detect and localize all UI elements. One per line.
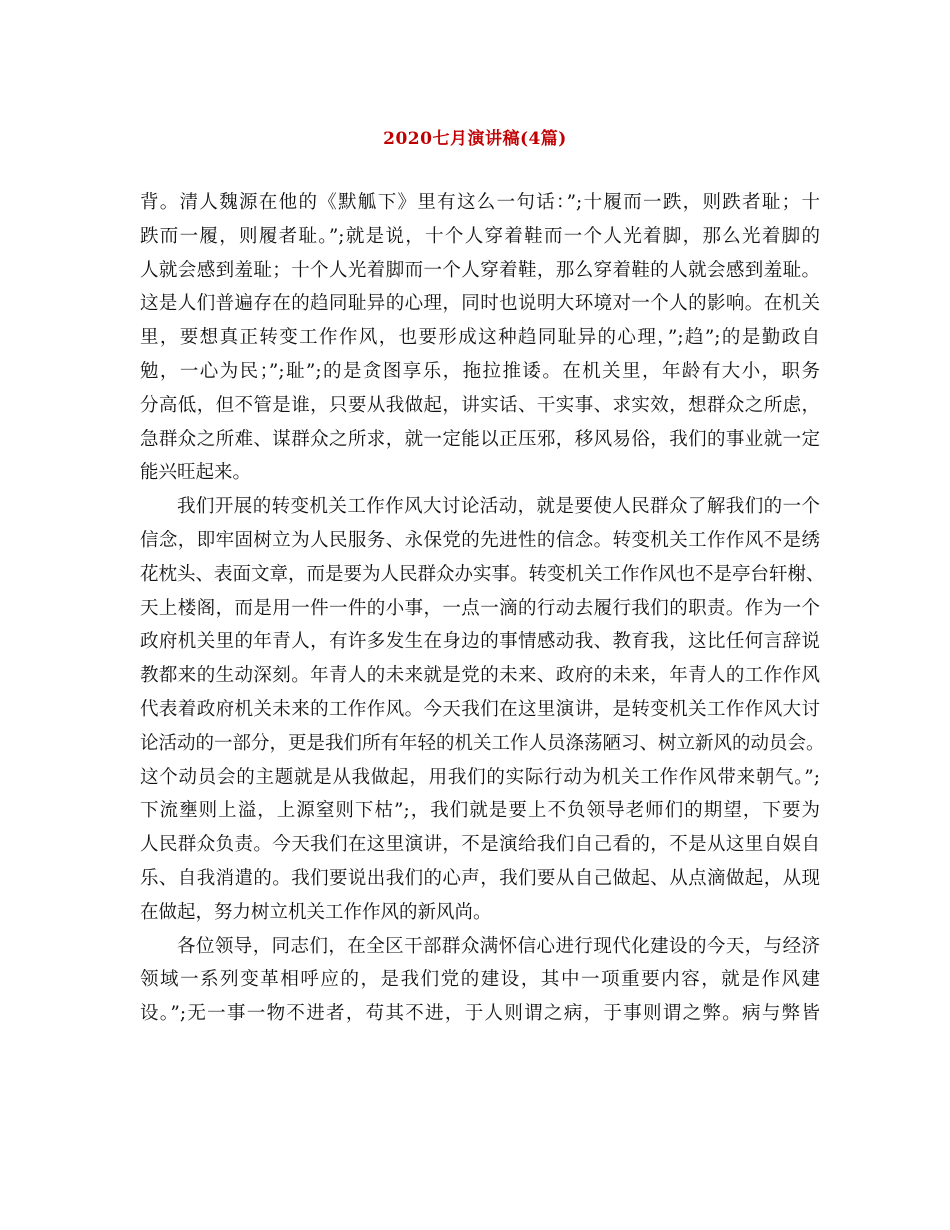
body-line: 花枕头、表面文章，而是要为人民群众办实事。转变机关工作作风也不是亭台轩榭、	[140, 563, 825, 585]
body-line: 天上楼阁，而是用一件一件的小事，一点一滴的行动去履行我们的职责。作为一个	[140, 597, 820, 619]
body-line: 急群众之所难、谋群众之所求，就一定能以正压邪，移风易俗，我们的事业就一定	[140, 428, 820, 450]
body-line: 下流壅则上溢，上源窒则下枯”;，我们就是要上不负领导老师们的期望，下要为	[140, 800, 820, 822]
body-line: 政府机关里的年青人，有许多发生在身边的事情感动我、教育我，这比任何言辞说	[140, 631, 820, 653]
body-line: 信念，即牢固树立为人民服务、永保党的先进性的信念。转变机关工作作风不是绣	[140, 529, 820, 551]
body-line: 设。”;无一事一物不进者，苟其不进，于人则谓之病，于事则谓之弊。病与弊皆	[140, 1003, 820, 1025]
body-line: 乐、自我消遣的。我们要说出我们的心声，我们要从自己做起、从点滴做起，从现	[140, 867, 820, 889]
body-line: 这是人们普遍存在的趋同耻异的心理，同时也说明大环境对一个人的影响。在机关	[140, 293, 820, 315]
body-line: 背。清人魏源在他的《默觚下》里有这么一句话：”;十履而一跌，则跌者耻；十	[140, 192, 820, 213]
body-line: 分高低，但不管是谁，只要从我做起，讲实话、干实事、求实效，想群众之所虑，	[140, 394, 820, 416]
body-line: 里，要想真正转变工作作风，也要形成这种趋同耻异的心理，”;趋”;的是勤政自	[140, 327, 820, 349]
body-line: 教都来的生动深刻。年青人的未来就是党的未来、政府的未来，年青人的工作作风	[140, 665, 820, 687]
body-line: 在做起，努力树立机关工作作风的新风尚。	[140, 901, 492, 923]
body-line: 领域一系列变革相呼应的，是我们党的建设，其中一项重要内容，就是作风建	[140, 969, 820, 991]
document-title: 2020七月演讲稿(4篇)	[383, 129, 567, 149]
body-line: 跌而一履，则履者耻。”;就是说，十个人穿着鞋而一个人光着脚，那么光着脚的	[140, 225, 820, 247]
body-line: 能兴旺起来。	[140, 462, 252, 484]
body-line: 各位领导，同志们，在全区干部群众满怀信心进行现代化建设的今天，与经济	[177, 935, 820, 957]
body-line: 勉，一心为民；”;耻”;的是贪图享乐，拖拉推诿。在机关里，年龄有大小，职务	[140, 360, 820, 382]
body-line: 人民群众负责。今天我们在这里演讲，不是演给我们自己看的，不是从这里自娱自	[140, 834, 820, 856]
body-line: 代表着政府机关未来的工作作风。今天我们在这里演讲，是转变机关工作作风大讨	[140, 698, 820, 720]
body-line: 这个动员会的主题就是从我做起，用我们的实际行动为机关工作作风带来朝气。”;	[140, 766, 820, 788]
body-line: 人就会感到羞耻；十个人光着脚而一个人穿着鞋，那么穿着鞋的人就会感到羞耻。	[140, 259, 820, 281]
body-line: 我们开展的转变机关工作作风大讨论活动，就是要使人民群众了解我们的一个	[177, 496, 820, 518]
document-body	[140, 186, 825, 1031]
body-line: 论活动的一部分，更是我们所有年轻的机关工作人员涤荡陋习、树立新风的动员会。	[140, 732, 825, 754]
